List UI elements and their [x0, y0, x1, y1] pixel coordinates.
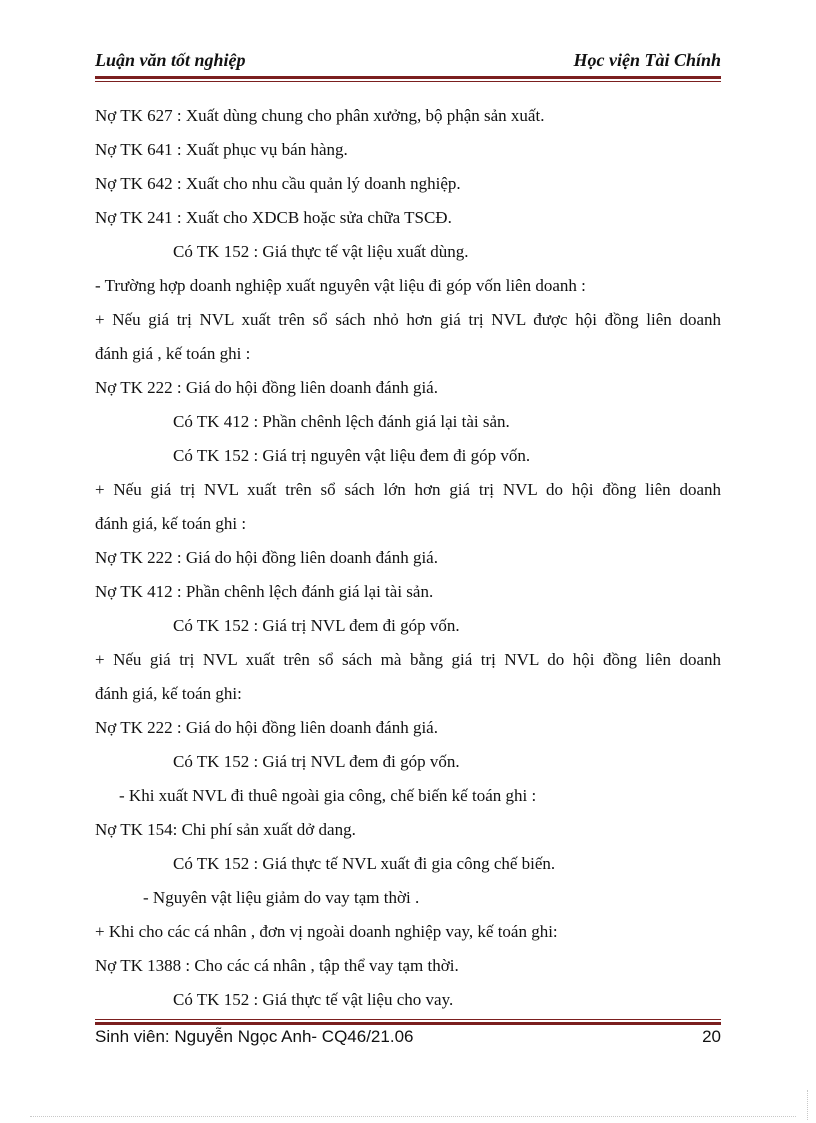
- text-line: Nợ TK 154: Chi phí sản xuất dở dang.: [95, 820, 356, 839]
- text-line: đánh giá, kế toán ghi:: [95, 684, 242, 703]
- text-line: - Trường hợp doanh nghiệp xuất nguyên vật liệu đi góp vốn liên doanh :: [95, 276, 586, 295]
- text-line: Nợ TK 222 : Giá do hội đồng liên doanh đánh giá.: [95, 718, 438, 737]
- text-line: Nợ TK 642 : Xuất cho nhu cầu quản lý doanh nghiệp.: [95, 174, 461, 193]
- text-line: + Nếu giá trị NVL xuất trên sổ sách nhỏ hơn giá trị NVL được hội đồng liên doanh: [95, 310, 721, 329]
- text-line: đánh giá , kế toán ghi :: [95, 344, 251, 363]
- text-line: Có TK 152 : Giá thực tế vật liệu cho vay.: [173, 990, 454, 1009]
- text-line: Có TK 152 : Giá trị NVL đem đi góp vốn.: [173, 752, 460, 771]
- text-line: Có TK 152 : Giá trị nguyên vật liệu đem đi góp vốn.: [173, 446, 531, 465]
- text-line: Nợ TK 641 : Xuất phục vụ bán hàng.: [95, 140, 348, 159]
- body-text: [95, 103, 721, 1021]
- text-line: Nợ TK 241 : Xuất cho XDCB hoặc sửa chữa TSCĐ.: [95, 208, 452, 227]
- header-thesis-title: Luận văn tốt nghiệp: [95, 50, 246, 70]
- page-number: 20: [702, 1027, 721, 1046]
- text-line: Nợ TK 412 : Phần chênh lệch đánh giá lại tài sản.: [95, 582, 434, 601]
- text-line: - Khi xuất NVL đi thuê ngoài gia công, chế biến kế toán ghi :: [119, 786, 537, 805]
- text-line: Nợ TK 222 : Giá do hội đồng liên doanh đánh giá.: [95, 378, 438, 397]
- page-footer: [95, 1027, 721, 1053]
- page-edge-dotted-line: [30, 1116, 796, 1117]
- header-rule-thick: [95, 76, 721, 79]
- text-line: - Nguyên vật liệu giảm do vay tạm thời .: [143, 888, 420, 907]
- text-line: + Nếu giá trị NVL xuất trên sổ sách lớn hơn giá trị NVL do hội đồng liên doanh: [95, 480, 721, 499]
- page-header: [95, 50, 721, 76]
- footer-rule-thin: [95, 1019, 721, 1020]
- text-line: + Khi cho các cá nhân , đơn vị ngoài doanh nghiệp vay, kế toán ghi:: [95, 922, 558, 941]
- text-line: đánh giá, kế toán ghi :: [95, 514, 247, 533]
- header-rule-thin: [95, 81, 721, 82]
- text-line: Có TK 152 : Giá thực tế vật liệu xuất dùng.: [173, 242, 469, 261]
- footer-student-info: Sinh viên: Nguyễn Ngọc Anh- CQ46/21.06: [95, 1027, 414, 1046]
- header-institution: Học viện Tài Chính: [573, 50, 721, 70]
- text-line: + Nếu giá trị NVL xuất trên sổ sách mà bằng giá trị NVL do hội đồng liên doanh: [95, 650, 721, 669]
- text-line: Nợ TK 1388 : Cho các cá nhân , tập thể vay tạm thời.: [95, 956, 459, 975]
- page-corner-dotted-line: [807, 1090, 808, 1120]
- text-line: Nợ TK 222 : Giá do hội đồng liên doanh đánh giá.: [95, 548, 438, 567]
- text-line: Nợ TK 627 : Xuất dùng chung cho phân xưởng, bộ phận sản xuất.: [95, 106, 545, 125]
- text-line: Có TK 412 : Phần chênh lệch đánh giá lại tài sản.: [173, 412, 510, 431]
- text-line: Có TK 152 : Giá trị NVL đem đi góp vốn.: [173, 616, 460, 635]
- text-line: Có TK 152 : Giá thực tế NVL xuất đi gia công chế biến.: [173, 854, 556, 873]
- footer-rule-thick: [95, 1022, 721, 1025]
